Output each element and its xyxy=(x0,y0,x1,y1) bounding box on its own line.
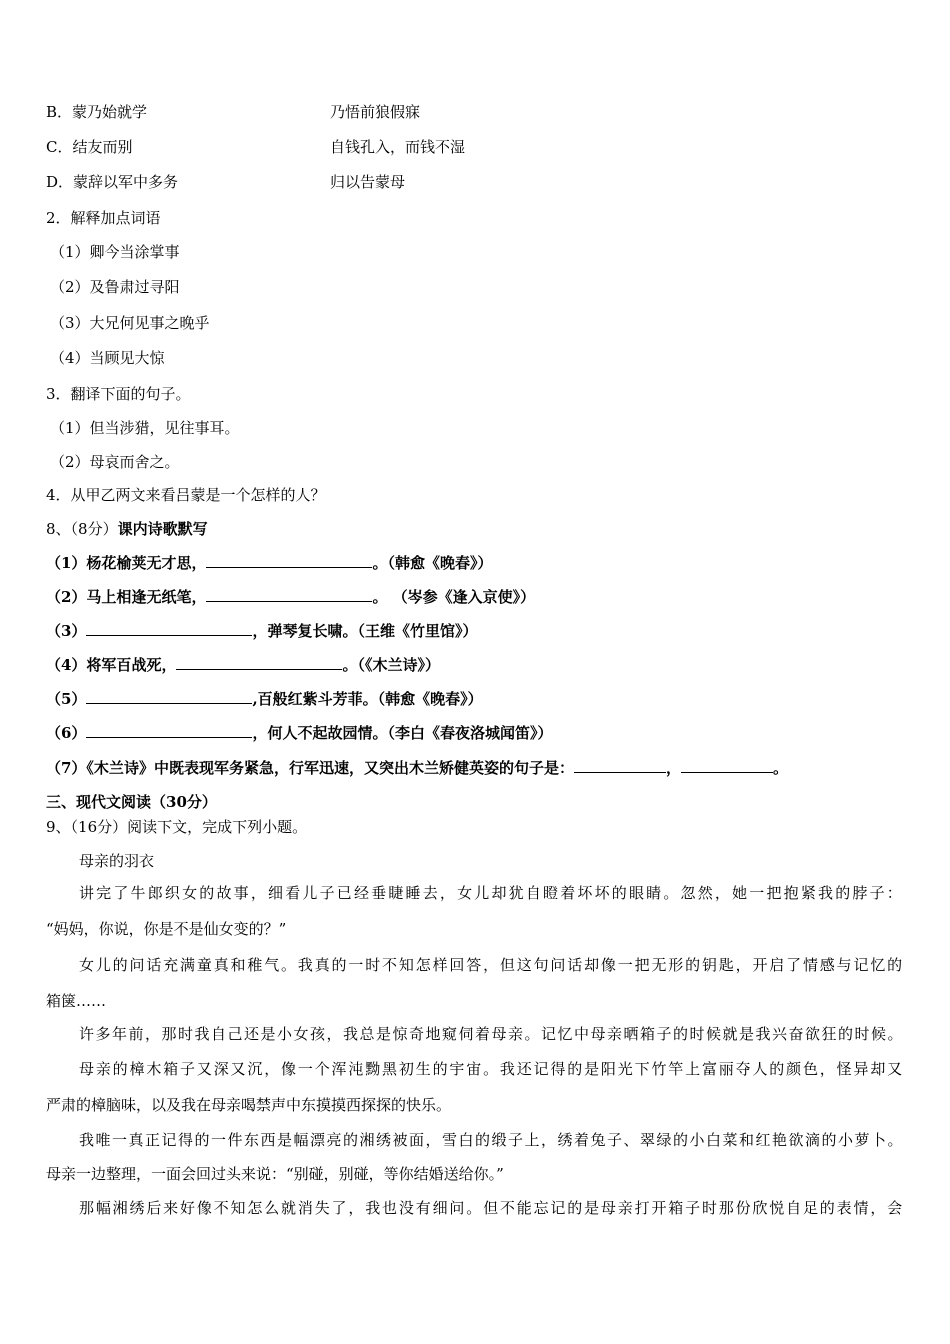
q8-item-after: 。（韩愈《晚春》） xyxy=(372,554,493,572)
option-b-right: 乃悟前狼假寐 xyxy=(330,103,421,121)
q8-item-after: 。（《木兰诗》） xyxy=(342,656,440,674)
q8-item-3 xyxy=(46,621,477,641)
option-b xyxy=(46,102,421,122)
section3-title: 三、现代文阅读（30分） xyxy=(46,793,217,811)
q2-title: 2．解释加点词语 xyxy=(46,209,161,227)
q2-item: （4）当顾见大惊 xyxy=(50,349,165,367)
q8-item-before: （3） xyxy=(46,622,87,640)
q8-title: 课内诗歌默写 xyxy=(117,520,208,538)
answer-blank[interactable] xyxy=(86,621,252,636)
answer-blank[interactable] xyxy=(86,723,252,738)
q8-item-7 xyxy=(46,758,788,778)
option-d-right: 归以告蒙母 xyxy=(330,173,406,191)
article-line: 我唯一真正记得的一件东西是幅漂亮的湘绣被面，雪白的缎子上，绣着兔子、翠绿的小白菜和红艳欲滴的小萝卜。 xyxy=(79,1131,904,1149)
q8-heading xyxy=(46,519,208,539)
q8-item-6 xyxy=(46,723,552,743)
q8-item-5 xyxy=(46,689,483,709)
option-c-label: C．结友而别 xyxy=(46,138,133,156)
article-line: 讲完了牛郎织女的故事，细看儿子已经垂睫睡去，女儿却犹自瞪着坏坏的眼睛。忽然，她一把抱紧我的脖子： xyxy=(79,884,904,902)
article-line: 严肃的樟脑味，以及我在母亲喝禁声中东摸摸西探探的快乐。 xyxy=(46,1096,452,1114)
option-d-label: D．蒙辞以军中多务 xyxy=(46,173,179,191)
q3-title: 3．翻译下面的句子。 xyxy=(46,385,191,403)
q8-item-4 xyxy=(46,655,440,675)
article-line: “妈妈，你说，你是不是仙女变的？” xyxy=(46,920,287,938)
article-line: 那幅湘绣后来好像不知怎么就消失了，我也没有细问。但不能忘记的是母亲打开箱子时那份欣悦自足的表情，会 xyxy=(79,1199,904,1217)
answer-blank[interactable] xyxy=(206,587,372,602)
q2-item: （3）大兄何见事之晚乎 xyxy=(50,314,210,332)
article-line: 母亲的樟木箱子又深又沉，像一个浑沌黝黑初生的宇宙。我还记得的是阳光下竹竿上富丽夺人的颜色，怪异却又 xyxy=(79,1060,904,1078)
q8-item-after: ,百般红紫斗芳菲。（韩愈《晚春》） xyxy=(252,690,483,708)
q8-item7-sep: ， xyxy=(665,759,681,777)
answer-blank[interactable] xyxy=(206,553,372,568)
q8-item-before: （5） xyxy=(46,690,87,708)
q4-title: 4．从甲乙两文来看吕蒙是一个怎样的人？ xyxy=(46,486,326,504)
answer-blank[interactable] xyxy=(176,655,342,670)
q8-item7-end: 。 xyxy=(772,759,788,777)
q8-item-after: ，何人不起故园情。（李白《春夜洛城闻笛》） xyxy=(252,724,553,742)
q8-item-before: （1）杨花榆荚无才思， xyxy=(46,554,207,572)
answer-blank[interactable] xyxy=(681,758,773,773)
q3-item: （2）母哀而舍之。 xyxy=(50,453,180,471)
article-line: 女儿的问话充满童真和稚气。我真的一时不知怎样回答，但这句问话却像一把无形的钥匙，开启了情感与记忆的 xyxy=(79,956,904,974)
q8-item-2 xyxy=(46,587,535,607)
option-c xyxy=(46,137,466,157)
q8-item-1 xyxy=(46,553,492,573)
article-title: 母亲的羽衣 xyxy=(79,852,155,870)
q8-item-before: （6） xyxy=(46,724,87,742)
article-line: 许多年前，那时我自己还是小女孩，我总是惊奇地窥伺着母亲。记忆中母亲晒箱子的时候就是我兴奋欲狂的时候。 xyxy=(79,1025,904,1043)
q3-item: （1）但当涉猎，见往事耳。 xyxy=(50,419,240,437)
option-d xyxy=(46,172,406,192)
q8-item-after: 。 （岑参《逢入京使》） xyxy=(372,588,536,606)
q8-number: 8、（8分） xyxy=(46,520,118,538)
q9-intro: 9、（16分）阅读下文，完成下列小题。 xyxy=(46,818,308,836)
q2-item: （2）及鲁肃过寻阳 xyxy=(50,278,180,296)
answer-blank[interactable] xyxy=(86,689,252,704)
q8-item-after: ，弹琴复长啸。（王维《竹里馆》） xyxy=(252,622,478,640)
article-line: 箱箧…… xyxy=(46,992,107,1010)
article-line: 母亲一边整理，一面会回过头来说：“别碰，别碰，等你结婚送给你。” xyxy=(46,1165,504,1183)
option-b-label: B．蒙乃始就学 xyxy=(46,103,148,121)
q8-item-before: （4）将军百战死， xyxy=(46,656,177,674)
q8-item7-text: （7）《木兰诗》中既表现军务紧急，行军迅速，又突出木兰矫健英姿的句子是： xyxy=(46,759,574,777)
q8-item-before: （2）马上相逢无纸笔， xyxy=(46,588,207,606)
answer-blank[interactable] xyxy=(574,758,666,773)
option-c-right: 自钱孔入，而钱不湿 xyxy=(330,138,466,156)
q2-item: （1）卿今当涂掌事 xyxy=(50,243,180,261)
